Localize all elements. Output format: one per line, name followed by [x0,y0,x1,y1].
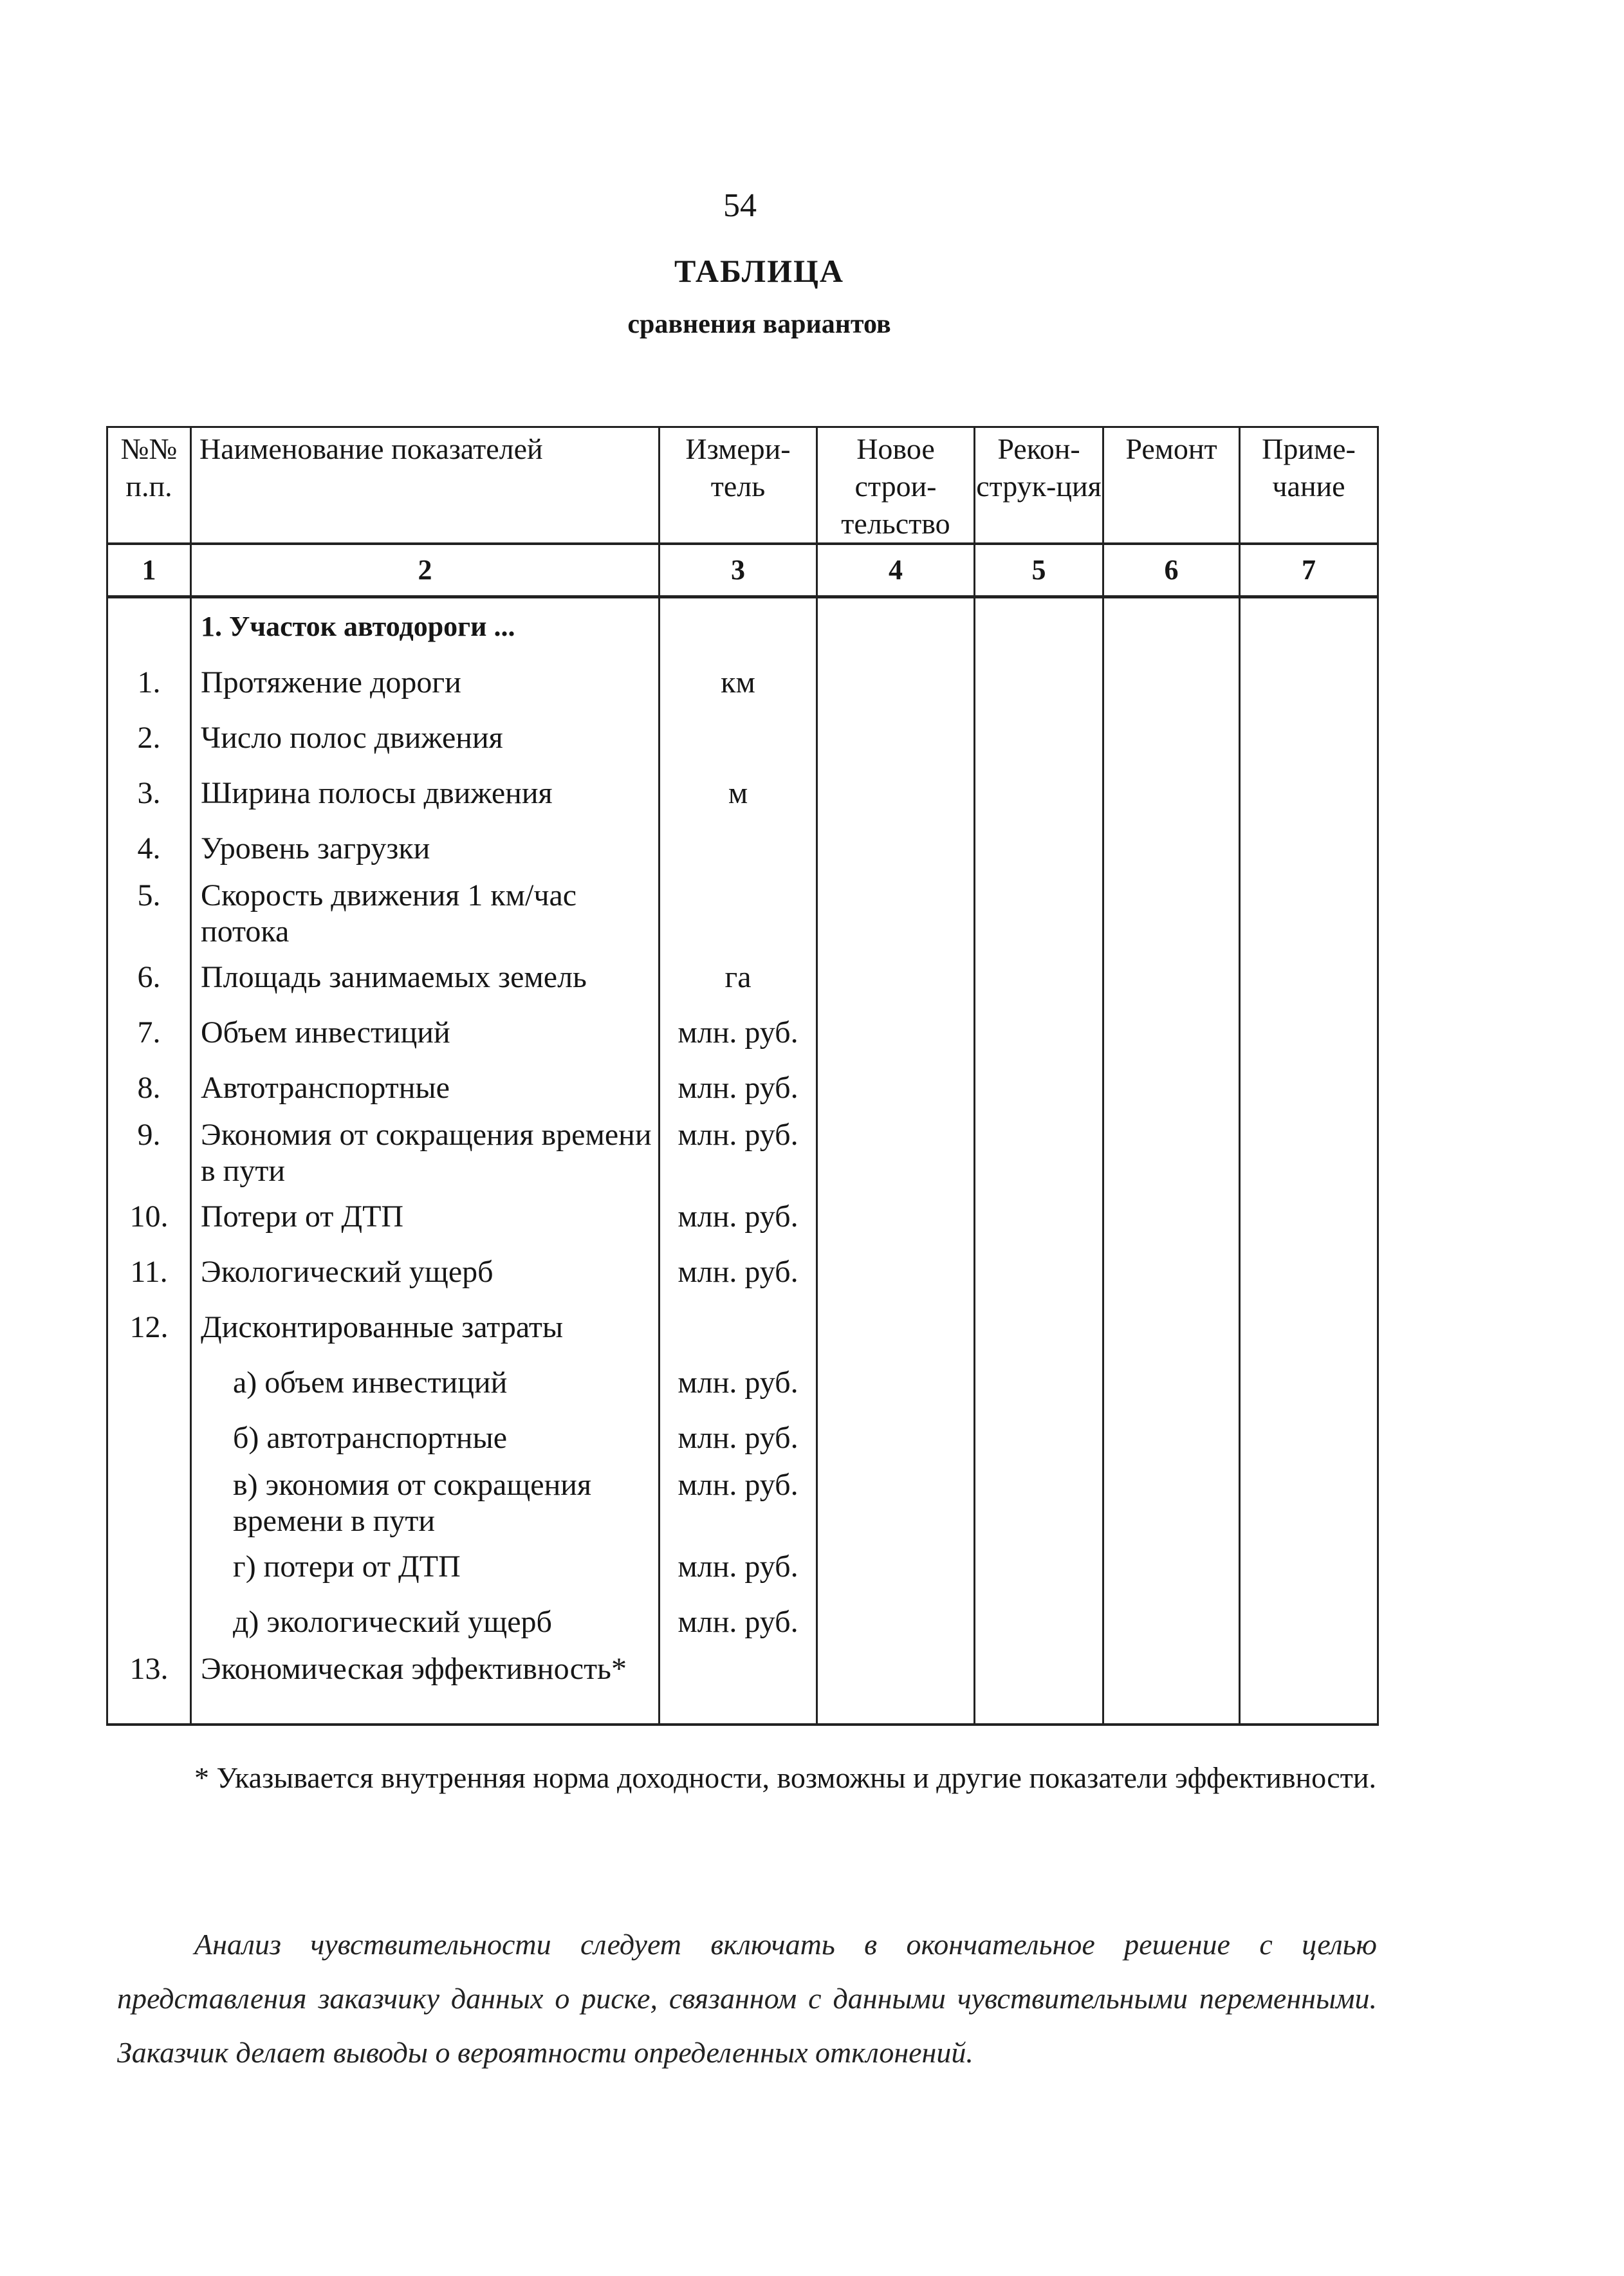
header-unit: Измери-тель [660,427,817,544]
row-number [107,1466,191,1539]
row-name: Экономическая эффективность* [191,1650,660,1725]
row-unit [660,876,817,950]
table-row [107,950,1378,1005]
table-row [107,710,1378,766]
row-name: Площадь занимаемых земель [191,950,660,1005]
row-unit: км [660,655,817,710]
table-row [107,1411,1378,1466]
column-number-row [107,544,1378,597]
table-row [107,766,1378,821]
row-name: Ширина полосы движения [191,766,660,821]
row-number [107,1539,191,1595]
row-number [107,1595,191,1650]
header-row [107,427,1378,544]
row-number: 12. [107,1300,191,1355]
table-row [107,1060,1378,1116]
row-unit: м [660,766,817,821]
table-row [107,1300,1378,1355]
header-new-construction: Новое строи-тельство [817,427,975,544]
row-name: г) потери от ДТП [191,1539,660,1595]
column-number: 6 [1103,544,1240,597]
row-number: 5. [107,876,191,950]
row-name: Автотранспортные [191,1060,660,1116]
table-row [107,1116,1378,1189]
table-row [107,1189,1378,1244]
header-number: №№ п.п. [107,427,191,544]
table-row [107,1466,1378,1539]
row-unit: млн. руб. [660,1189,817,1244]
row-unit: млн. руб. [660,1595,817,1650]
row-number: 4. [107,821,191,876]
row-name: Экологический ущерб [191,1244,660,1300]
column-number: 2 [191,544,660,597]
row-unit [660,1300,817,1355]
row-name: б) автотранспортные [191,1411,660,1466]
table-row [107,821,1378,876]
row-number: 2. [107,710,191,766]
row-number: 7. [107,1005,191,1060]
row-unit [660,1650,817,1725]
row-name: Уровень загрузки [191,821,660,876]
column-number: 5 [975,544,1103,597]
row-unit: млн. руб. [660,1466,817,1539]
row-name: Экономия от сокращения времени в пути [191,1116,660,1189]
row-unit: млн. руб. [660,1244,817,1300]
row-name: Скорость движения 1 км/час потока [191,876,660,950]
row-number: 10. [107,1189,191,1244]
row-name: Дисконтированные затраты [191,1300,660,1355]
row-name: д) экологический ущерб [191,1595,660,1650]
column-number: 3 [660,544,817,597]
row-name: Число полос движения [191,710,660,766]
row-unit: млн. руб. [660,1411,817,1466]
comparison-table [106,426,1379,1726]
header-indicator-name: Наименование показателей [191,427,660,544]
row-number: 3. [107,766,191,821]
row-name: в) экономия от сокращения времени в пути [191,1466,660,1539]
row-unit: млн. руб. [660,1005,817,1060]
table-row [107,876,1378,950]
table-subtitle: сравнения вариантов [627,310,891,339]
table-title: ТАБЛИЦА [674,253,844,289]
row-unit: млн. руб. [660,1539,817,1595]
table-row [107,1539,1378,1595]
footnote: * Указывается внутренняя норма доходности, возможны и другие показатели эффективности. [194,1761,1376,1794]
row-unit: га [660,950,817,1005]
row-number: 6. [107,950,191,1005]
page-number: 54 [723,187,757,224]
row-name: а) объем инвестиций [191,1355,660,1411]
row-number: 11. [107,1244,191,1300]
header-reconstruction: Рекон-струк-ция [975,427,1103,544]
header-repair: Ремонт [1103,427,1240,544]
row-unit: млн. руб. [660,1116,817,1189]
header-note: Приме-чание [1240,427,1378,544]
row-name: Протяжение дороги [191,655,660,710]
row-number: 1. [107,655,191,710]
row-name: Объем инвестиций [191,1005,660,1060]
row-number: 8. [107,1060,191,1116]
section-title: 1. Участок автодороги ... [191,597,660,656]
row-unit [660,821,817,876]
row-number [107,1355,191,1411]
row-unit: млн. руб. [660,1060,817,1116]
table-row [107,1595,1378,1650]
column-number: 1 [107,544,191,597]
column-number: 4 [817,544,975,597]
section-row [107,597,1378,656]
table-row [107,1005,1378,1060]
column-number: 7 [1240,544,1378,597]
table-row [107,1355,1378,1411]
row-unit [660,710,817,766]
table-row [107,655,1378,710]
row-unit: млн. руб. [660,1355,817,1411]
table-row [107,1244,1378,1300]
row-number [107,1411,191,1466]
row-number: 13. [107,1650,191,1725]
row-name: Потери от ДТП [191,1189,660,1244]
body-paragraph: Анализ чувствительности следует включать в окончательное решение с целью представления заказчику данных о риске, связанном с данными чувствительными переменными. Заказчик делает выводы о вероятности определенных отклонений. [117,1928,1377,2069]
table-row [107,1650,1378,1725]
row-number: 9. [107,1116,191,1189]
